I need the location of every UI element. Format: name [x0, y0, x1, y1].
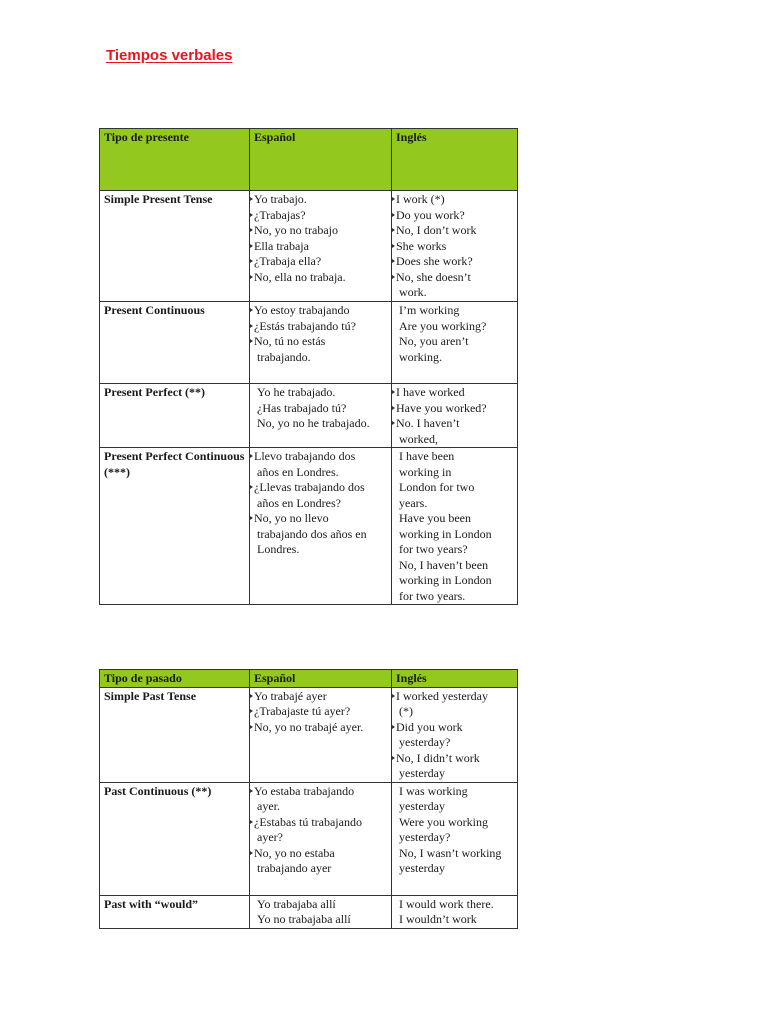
example-line: She works	[396, 239, 513, 255]
table-row	[100, 384, 518, 448]
table-row	[100, 302, 518, 384]
table-row	[100, 448, 518, 605]
example-line: I wouldn’t work	[399, 912, 477, 926]
header-ingles: Inglés	[392, 129, 518, 191]
example-line: Londres.	[257, 542, 300, 556]
example-line: Have you been	[399, 511, 471, 525]
example-line: No, yo no trabajé ayer.	[254, 720, 387, 736]
example-line: No, tú no estás	[254, 334, 387, 350]
example-line: working.	[399, 349, 442, 364]
example-line: Were you working	[399, 814, 489, 829]
spanish-examples	[250, 384, 392, 448]
example-line: trabajando ayer	[257, 861, 332, 875]
example-line: No, yo no trabajo	[254, 223, 387, 239]
example-line: Ella trabaja	[254, 239, 387, 255]
english-examples	[392, 448, 518, 605]
example-line: ¿Has trabajado tú?	[257, 400, 347, 415]
example-line: yesterday	[399, 799, 445, 813]
table-header-row	[100, 129, 518, 191]
example-line: Yo trabajo.	[254, 192, 387, 208]
example-line: ¿Estabas tú trabajando	[254, 815, 387, 831]
spanish-examples	[250, 782, 392, 895]
example-line: No, yo no llevo	[254, 511, 387, 527]
example-line: trabajando.	[257, 349, 311, 364]
example-line: No, yo no estaba	[254, 846, 387, 862]
example-line: Yo he trabajado.	[257, 385, 336, 399]
example-line: London for two	[399, 480, 475, 494]
table-row	[100, 191, 518, 302]
english-examples	[392, 302, 518, 384]
example-line: Do you work?	[396, 208, 513, 224]
example-line: I worked yesterday	[396, 689, 513, 705]
example-line: ¿Llevas trabajando dos	[254, 480, 387, 496]
example-line: (*)	[399, 704, 413, 718]
example-line: Yo trabajé ayer	[254, 689, 387, 705]
example-line: ¿Trabajaste tú ayer?	[254, 704, 387, 720]
past-tenses-table	[99, 669, 518, 929]
example-line: yesterday	[399, 861, 445, 875]
example-line: for two years?	[399, 542, 468, 556]
header-espanol: Español	[250, 670, 392, 688]
example-line: I’m working	[399, 303, 460, 317]
example-line: I work (*)	[396, 192, 513, 208]
spanish-examples	[250, 895, 392, 928]
english-examples	[392, 191, 518, 302]
example-line: yesterday?	[399, 830, 451, 844]
example-line: years.	[399, 495, 428, 510]
example-line: ayer.	[257, 799, 280, 813]
present-tenses-table	[99, 128, 518, 605]
example-line: Yo trabajaba allí	[257, 896, 336, 911]
example-line: working in London	[399, 526, 492, 541]
example-line: yesterday?	[399, 735, 451, 749]
example-line: No. I haven’t	[396, 416, 513, 432]
tense-name: Past with “would”	[100, 895, 250, 928]
example-line: No, I didn’t work	[396, 751, 513, 767]
tense-name: Present Perfect Continuous (***)	[100, 448, 250, 605]
example-line: I have worked	[396, 385, 513, 401]
example-line: Did you work	[396, 720, 513, 736]
example-line: No, I haven’t been	[399, 557, 489, 572]
example-line: working in	[399, 464, 452, 479]
example-line: yesterday	[399, 766, 445, 780]
example-line: I have been	[399, 449, 455, 463]
tense-name: Simple Present Tense	[100, 191, 250, 302]
example-line: Does she work?	[396, 254, 513, 270]
example-line: No, you aren’t	[399, 334, 469, 348]
english-examples	[392, 687, 518, 782]
example-line: No, yo no he trabajado.	[257, 416, 370, 430]
tense-name: Simple Past Tense	[100, 687, 250, 782]
header-tipo: Tipo de presente	[100, 129, 250, 191]
example-line: Have you worked?	[396, 401, 513, 417]
spanish-examples	[250, 302, 392, 384]
example-line: I was working	[399, 783, 468, 798]
header-tipo: Tipo de pasado	[100, 670, 250, 688]
example-line: Yo estoy trabajando	[254, 303, 387, 319]
tense-name: Present Perfect (**)	[100, 384, 250, 448]
example-line: Yo no trabajaba allí	[257, 912, 351, 926]
example-line: working in London	[399, 573, 492, 587]
example-line: No, I don’t work	[396, 223, 513, 239]
example-line: años en Londres?	[257, 495, 341, 510]
tense-name: Present Continuous	[100, 302, 250, 384]
english-examples	[392, 895, 518, 928]
table-row	[100, 895, 518, 928]
spanish-examples	[250, 448, 392, 605]
example-line: Yo estaba trabajando	[254, 784, 387, 800]
example-line: ayer?	[257, 830, 283, 844]
example-line: I would work there.	[399, 896, 494, 911]
example-line: años en Londres.	[257, 464, 339, 479]
page-title: Tiempos verbales	[106, 47, 233, 64]
spanish-examples	[250, 687, 392, 782]
table-header-row	[100, 670, 518, 688]
example-line: ¿Estás trabajando tú?	[254, 319, 387, 335]
example-line: worked,	[399, 431, 438, 446]
example-line: for two years.	[399, 588, 466, 603]
table-row	[100, 782, 518, 895]
example-line: No, ella no trabaja.	[254, 270, 387, 286]
example-line: No, I wasn’t working	[399, 845, 502, 860]
tense-name: Past Continuous (**)	[100, 782, 250, 895]
example-line: work.	[399, 285, 427, 299]
table-row	[100, 687, 518, 782]
spanish-examples	[250, 191, 392, 302]
english-examples	[392, 384, 518, 448]
example-line: trabajando dos años en	[257, 526, 367, 541]
example-line: ¿Trabajas?	[254, 208, 387, 224]
header-espanol: Español	[250, 129, 392, 191]
example-line: Are you working?	[399, 318, 487, 333]
example-line: Llevo trabajando dos	[254, 449, 387, 465]
example-line: ¿Trabaja ella?	[254, 254, 387, 270]
english-examples	[392, 782, 518, 895]
example-line: No, she doesn’t	[396, 270, 513, 286]
header-ingles: Inglés	[392, 670, 518, 688]
